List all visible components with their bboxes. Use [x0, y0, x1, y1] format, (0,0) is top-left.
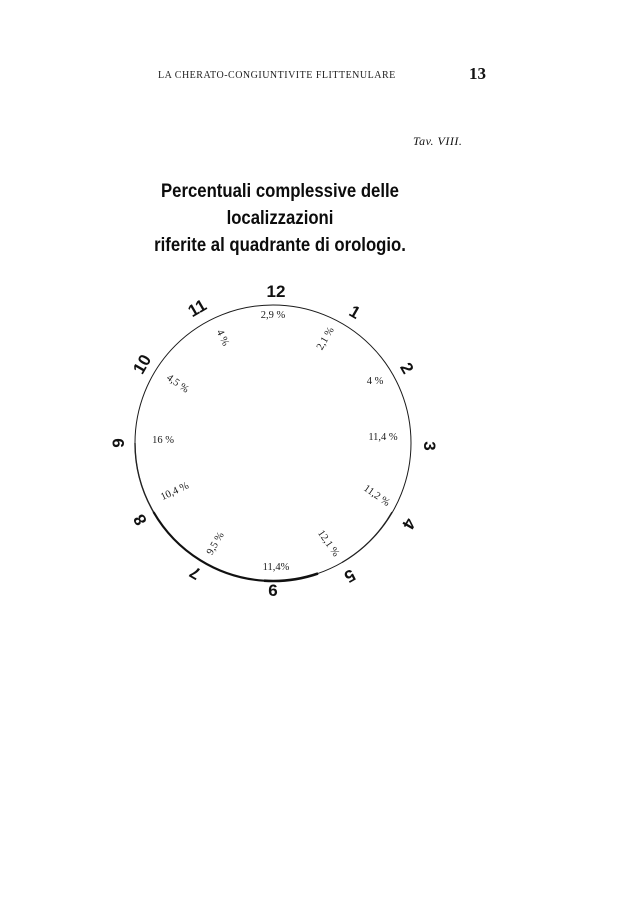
percent-9: 16 %: [152, 435, 174, 446]
percent-1: 2,1 %: [314, 325, 337, 353]
percent-10: 4,5 %: [164, 372, 191, 396]
hour-label-11: 11: [184, 295, 210, 321]
hour-label-9: 9: [109, 438, 128, 448]
clock-arc-4-5: [342, 512, 392, 563]
figure-title-line-2: riferite al quadrante di orologio.: [154, 235, 406, 256]
percent-6: 11,4%: [262, 562, 290, 573]
clock-arc-8-9: [135, 443, 154, 512]
percent-7: 9,5 %: [204, 530, 227, 558]
hour-label-1: 1: [345, 301, 364, 323]
hour-label-4: 4: [398, 514, 420, 533]
figure-title-line-1: Percentuali complessive delle localizzazioni: [161, 181, 399, 229]
hour-label-2: 2: [396, 359, 418, 378]
hour-label-5: 5: [340, 565, 359, 587]
percent-2: 4 %: [366, 376, 384, 387]
hour-label-10: 10: [129, 351, 156, 378]
hour-label-12: 12: [266, 282, 286, 301]
percent-3: 11,4 %: [368, 432, 398, 443]
percent-5: 12,1 %: [315, 528, 342, 559]
page-number: 13: [469, 64, 486, 83]
percent-12: 2,9 %: [260, 310, 286, 321]
percent-8: 10,4 %: [159, 480, 191, 504]
hour-label-6: 6: [268, 581, 278, 600]
hour-label-3: 3: [420, 441, 439, 451]
clock-face: [135, 305, 411, 584]
hour-label-8: 8: [129, 510, 151, 529]
running-head: LA CHERATO-CONGIUNTIVITE FLITTENULARE: [158, 70, 396, 81]
percent-11: 4 %: [213, 328, 231, 348]
clock-arc-6: [264, 574, 318, 582]
percent-4: 11,2 %: [361, 483, 392, 509]
hour-label-7: 7: [186, 562, 205, 584]
plate-label: Tav. VIII.: [413, 134, 463, 148]
